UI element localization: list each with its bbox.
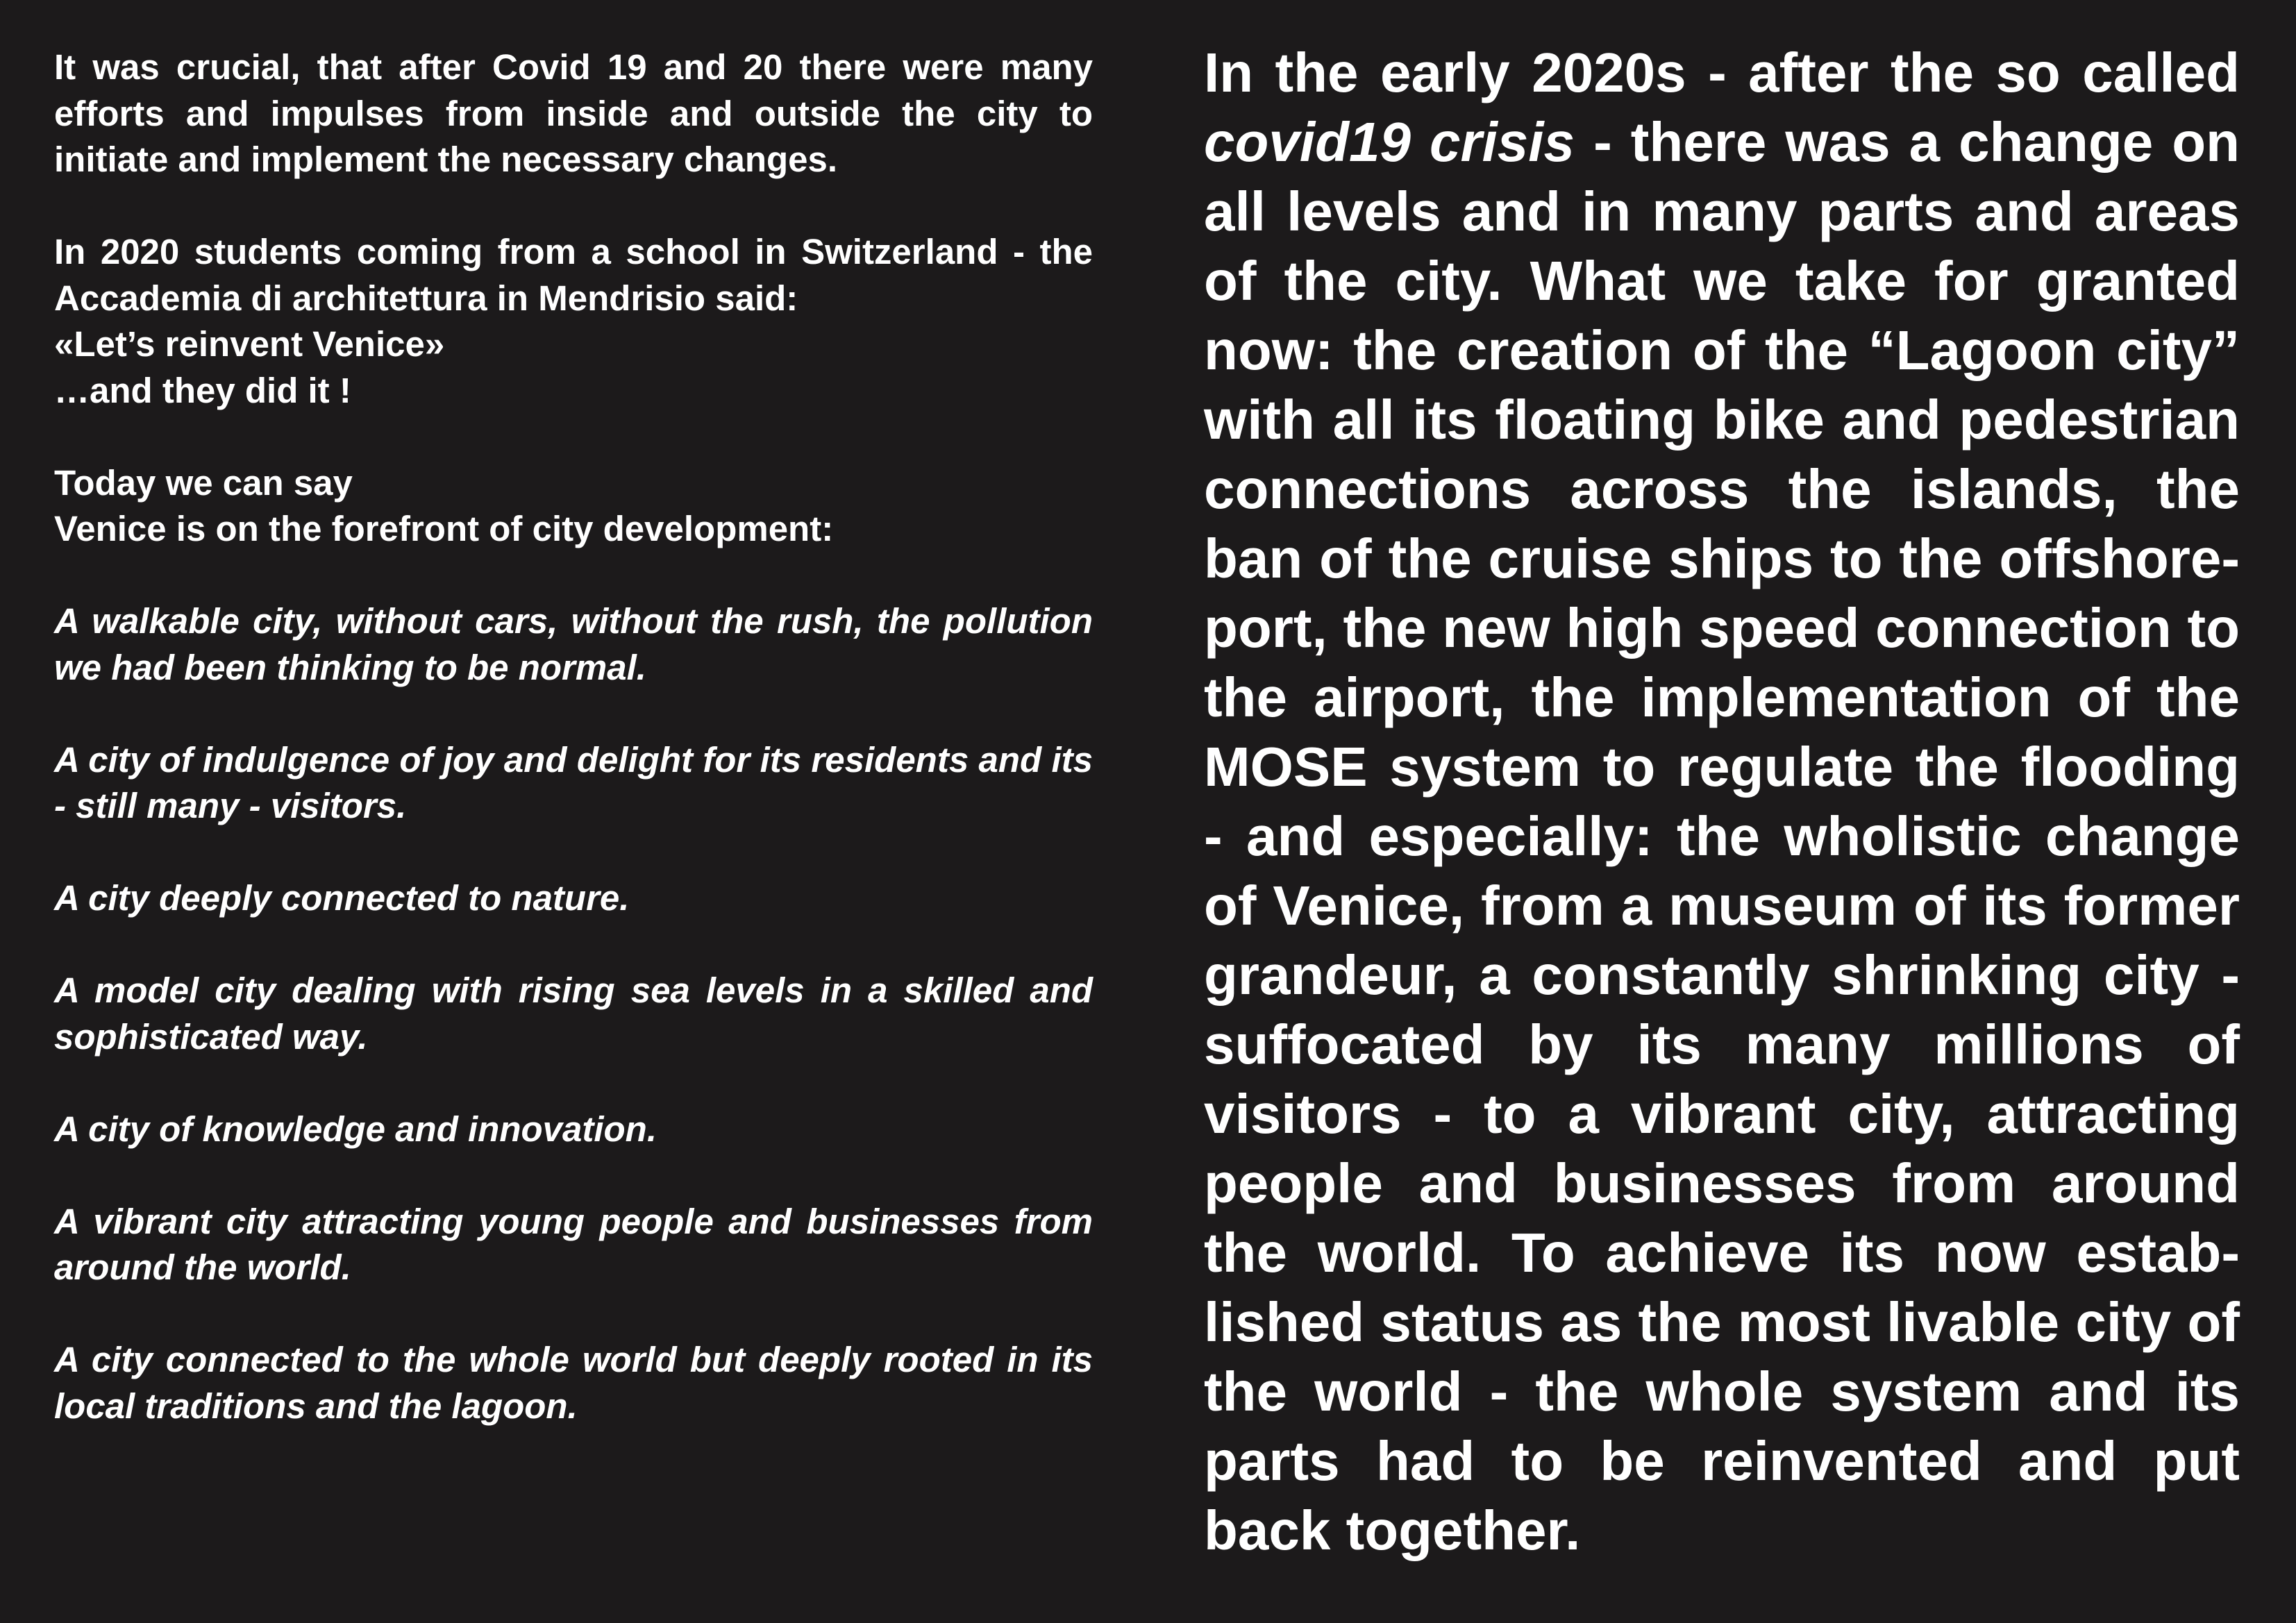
students-text: In 2020 students coming from a school in Switzerland - the Accademia di architettura in Mendrisio said: xyxy=(54,232,1093,318)
main-lead: In the early 2020s - after the so called xyxy=(1204,42,2240,103)
list-item-walkable: A walkable city, without cars, without the rush, the pollution we had been thinking to be normal. xyxy=(54,601,1093,687)
did-it-text: …and they did it ! xyxy=(54,370,351,410)
list-item-nature: A city deeply connected to nature. xyxy=(54,878,630,918)
main-paragraph xyxy=(1204,38,2240,1565)
list-item-knowledge: A city of knowledge and innovation. xyxy=(54,1109,657,1149)
list-item-vibrant: A vibrant city attracting young people and businesses from around the world. xyxy=(54,1201,1093,1287)
intro-paragraph: It was crucial, that after Covid 19 and 20 there were many efforts and impulses from inside and outside the city to initiate and implement the necessary changes. xyxy=(54,47,1093,179)
forefront-text: Venice is on the forefront of city development: xyxy=(54,509,834,548)
today-text: Today we can say xyxy=(54,462,353,503)
list-item-indulgence: A city of indulgence of joy and delight for its residents and its - still many - visitors. xyxy=(54,739,1093,825)
students-paragraph xyxy=(54,229,1093,414)
reinvent-quote: «Let’s reinvent Venice» xyxy=(54,324,445,364)
left-column xyxy=(54,44,1093,1476)
list-item-sea-levels: A model city dealing with rising sea levels in a skilled and sophisticated way. xyxy=(54,970,1093,1057)
list-item-connected: A city connected to the whole world but deeply rooted in its local traditions and the lagoon. xyxy=(54,1340,1093,1426)
main-emphasis: covid19 crisis xyxy=(1204,111,1575,173)
today-paragraph xyxy=(54,460,1093,553)
main-body: - there was a change on all levels and in many parts and areas of the city. What we take for granted now: the creation of the “Lagoon city” with all its floating bike and pedestrian connections across the islands, the ban of the cruise ships to the offshoreport, the new high speed connection to the airport, the implementation of the MOSE system to regulate the flooding - and especially: the wholistic change of Venice, from a museum of its former grandeur, a constantly shrinking city - suffocated by its many millions of visitors - to a vibrant city, attracting people and businesses from around the world. To achieve its now established status as the most livable city of the world - the whole system and its parts had to be reinvented and put back together. xyxy=(1204,111,2240,1561)
right-column xyxy=(1204,38,2240,1565)
